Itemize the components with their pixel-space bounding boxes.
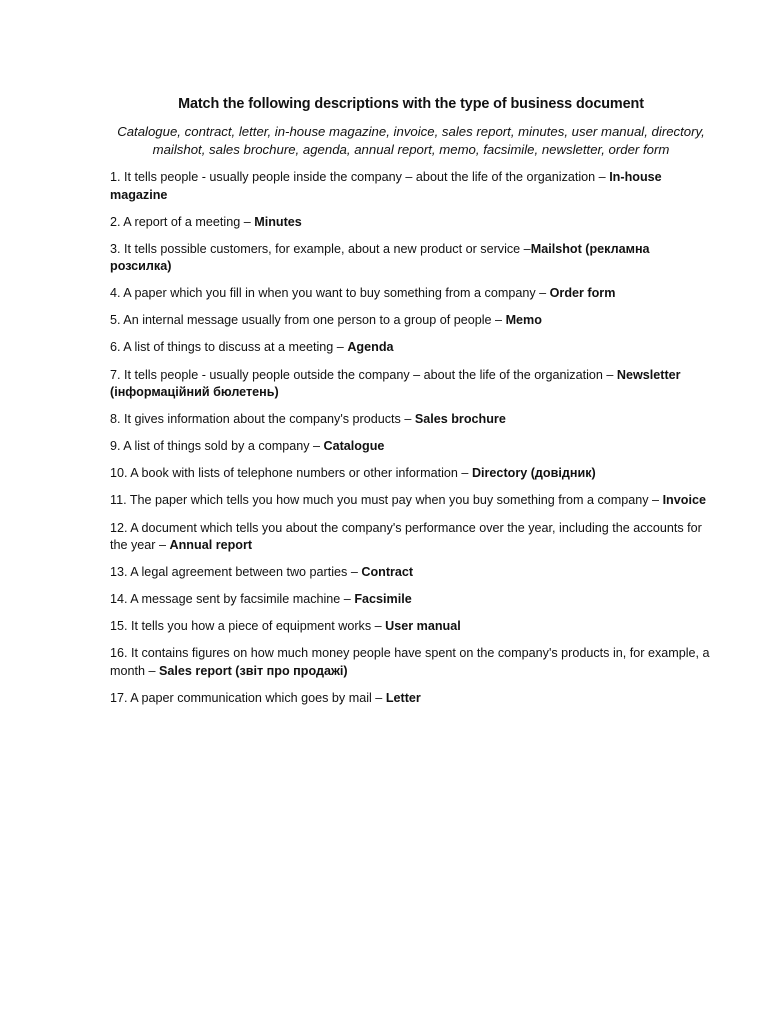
exercise-item — [110, 285, 712, 303]
exercise-item — [110, 564, 712, 582]
item-description: 17. A paper communication which goes by mail – — [110, 691, 386, 705]
item-answer: Sales report (звіт про продажі) — [159, 663, 348, 678]
item-description: 10. A book with lists of telephone numbers or other information – — [110, 466, 472, 481]
item-description: 12. A document which tells you about the company's performance over the year, including the accounts for the year – — [110, 520, 702, 553]
document-title: Match the following descriptions with the type of business document — [178, 96, 644, 112]
item-description: 6. A list of things to discuss at a meeting – — [110, 340, 348, 355]
item-answer: In-house magazine — [110, 170, 662, 202]
item-answer: Annual report — [169, 538, 253, 553]
exercise-item — [110, 438, 712, 456]
item-answer: Letter — [385, 691, 421, 705]
exercise-item — [110, 591, 712, 609]
item-answer: Facsimile — [354, 592, 412, 607]
item-answer: Sales brochure — [414, 412, 506, 427]
item-answer: Contract — [361, 565, 414, 580]
item-description: 15. It tells you how a piece of equipment works – — [110, 619, 386, 634]
item-description: 5. An internal message usually from one person to a group of people – — [110, 313, 506, 328]
exercise-item — [110, 690, 712, 708]
exercise-list — [110, 169, 712, 708]
exercise-item — [110, 339, 712, 357]
exercise-item — [110, 169, 712, 204]
exercise-item — [110, 367, 712, 402]
exercise-item — [110, 492, 712, 510]
exercise-item — [110, 520, 712, 555]
item-answer: User manual — [385, 619, 461, 634]
item-answer: Newsletter (інформаційний бюлетень) — [110, 367, 681, 400]
item-answer: Agenda — [347, 340, 394, 355]
item-answer: Catalogue — [323, 439, 385, 454]
exercise-item — [110, 411, 712, 429]
exercise-item — [110, 312, 712, 330]
item-answer: Invoice — [662, 493, 706, 508]
exercise-item — [110, 645, 712, 680]
document-page — [110, 96, 712, 717]
item-description: 3. It tells possible customers, for example, about a new product or service – — [110, 241, 531, 256]
item-description: 7. It tells people - usually people outside the company – about the life of the organization – — [110, 367, 617, 382]
item-answer: Minutes — [254, 214, 302, 229]
exercise-item — [110, 241, 712, 276]
exercise-item — [110, 618, 712, 636]
item-description: 4. A paper which you fill in when you want to buy something from a company – — [110, 286, 550, 301]
item-description: 1. It tells people - usually people inside the company – about the life of the organization – — [110, 170, 610, 184]
item-answer: Order form — [549, 286, 616, 301]
item-description: 14. A message sent by facsimile machine – — [110, 592, 355, 607]
exercise-item — [110, 465, 712, 483]
item-description: 16. It contains figures on how much money people have spent on the company's products in, for example, a month – — [110, 646, 710, 678]
item-answer: Memo — [505, 313, 542, 328]
item-description: 11. The paper which tells you how much you must pay when you buy something from a company – — [110, 493, 663, 508]
item-answer: Mailshot (рекламна розсилка) — [110, 241, 650, 274]
word-bank: Catalogue, contract, letter, in-house magazine, invoice, sales report, minutes, user manual, directory, mailshot, sales brochure, agenda, annual report, memo, facsimile, newsletter, order form — [117, 124, 705, 157]
item-description: 9. A list of things sold by a company – — [110, 439, 324, 454]
item-answer: Directory (довідник) — [471, 466, 596, 481]
exercise-item — [110, 214, 712, 232]
item-description: 2. A report of a meeting – — [110, 214, 255, 229]
item-description: 13. A legal agreement between two parties – — [110, 565, 362, 580]
item-description: 8. It gives information about the company's products – — [110, 412, 415, 427]
